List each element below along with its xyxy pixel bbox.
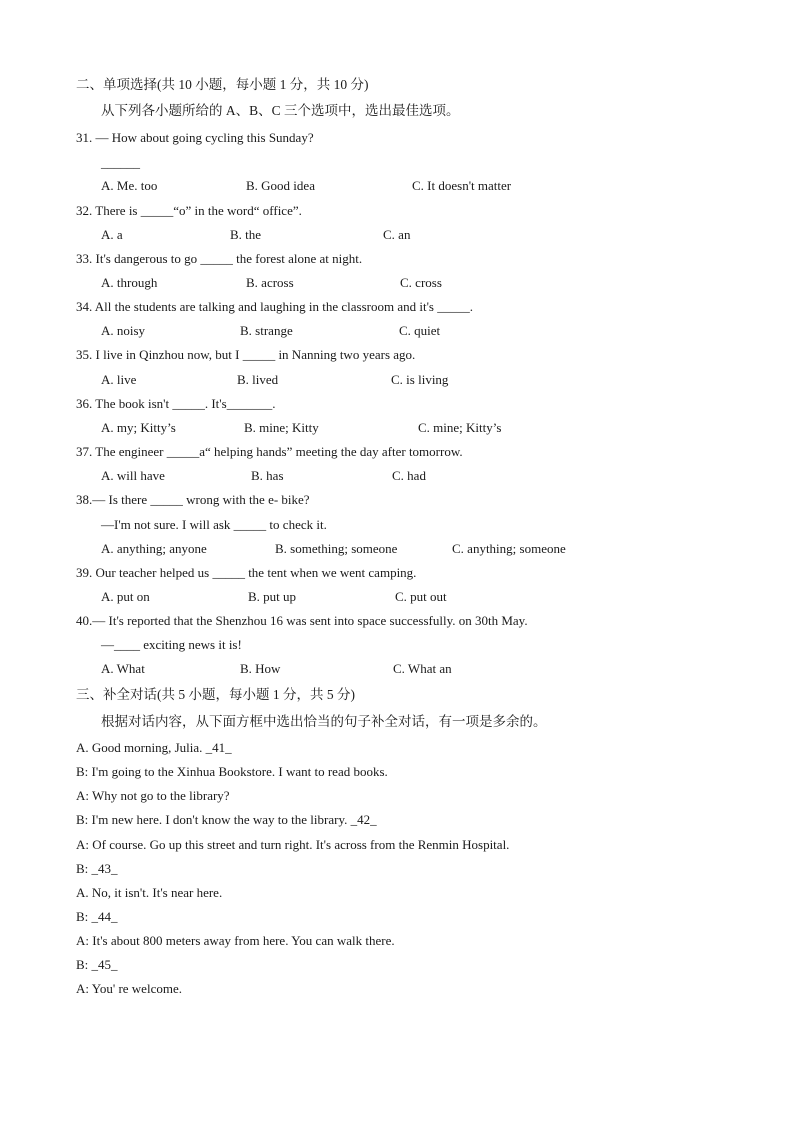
dialogue-line: B: _44_ [76,909,118,924]
question-34-option-b: B. strange [240,323,293,338]
question-33-option-a: A. through [101,275,158,290]
section3-instruction: 根据对话内容，从下面方框中选出恰当的句子补全对话，有一项是多余的。 [101,714,547,729]
section3-heading: 三、补全对话(共 5 小题，每小题 1 分，共 5 分) [76,687,355,702]
question-34-option-a: A. noisy [101,323,146,338]
question-35-option-b: B. lived [237,372,279,387]
dialogue-line: B: I'm new here. I don't know the way to the library. _42_ [76,812,377,827]
section2-heading: 二、单项选择(共 10 小题，每小题 1 分，共 10 分) [76,77,369,92]
question-37-stem: 37. The engineer _____a“ helping hands” meeting the day after tomorrow. [76,444,463,459]
question-40-option-b: B. How [240,661,281,676]
dialogue-line: A. Good morning, Julia. _41_ [76,740,232,755]
dialogue-line: A: Of course. Go up this street and turn right. It's across from the Renmin Hospital. [76,837,510,852]
question-35-option-c: C. is living [391,372,449,387]
question-38-option-a: A. anything; anyone [101,541,207,556]
question-31-option-c: C. It doesn't matter [412,178,512,193]
question-37-option-a: A. will have [101,468,165,483]
question-31-option-a: A. Me. too [101,178,158,193]
question-40-stem: 40.— It's reported that the Shenzhou 16 was sent into space successfully. on 30th May. [76,613,528,628]
question-36-option-a: A. my; Kitty’s [101,420,176,435]
question-37-option-c: C. had [392,468,426,483]
dialogue-line: A. No, it isn't. It's near here. [76,885,223,900]
question-36-option-b: B. mine; Kitty [244,420,319,435]
dialogue-line: B: I'm going to the Xinhua Bookstore. I want to read books. [76,764,388,779]
question-40-option-a: A. What [101,661,145,676]
section2-instruction: 从下列各小题所给的 A、B、C 三个选项中，选出最佳选项。 [101,103,460,118]
question-31-option-b: B. Good idea [246,178,315,193]
question-32-option-c: C. an [383,227,411,242]
question-38-option-c: C. anything; someone [452,541,566,556]
question-32-option-b: B. the [230,227,262,242]
question-38-stem-reply: —I'm not sure. I will ask _____ to check it. [101,517,327,532]
dialogue-line: B: _45_ [76,957,118,972]
dialogue-line: A: It's about 800 meters away from here. You can walk there. [76,933,395,948]
question-40-stem-reply: —____ exciting news it is! [101,637,242,652]
question-32-stem: 32. There is _____“o” in the word“ office”. [76,203,302,218]
question-34-option-c: C. quiet [399,323,441,338]
question-33-stem: 33. It's dangerous to go _____ the forest alone at night. [76,251,363,266]
question-33-option-c: C. cross [400,275,442,290]
question-31-stem-blank: ______ [101,155,140,170]
dialogue-line: A: Why not go to the library? [76,788,230,803]
question-39-stem: 39. Our teacher helped us _____ the tent when we went camping. [76,565,417,580]
question-39-option-b: B. put up [248,589,297,604]
question-34-stem: 34. All the students are talking and laughing in the classroom and it's _____. [76,299,473,314]
question-35-stem: 35. I live in Qinzhou now, but I _____ in Nanning two years ago. [76,347,416,362]
question-38-option-b: B. something; someone [275,541,398,556]
question-37-option-b: B. has [251,468,284,483]
question-36-stem: 36. The book isn't _____. It's_______. [76,396,276,411]
question-32-option-a: A. a [101,227,123,242]
question-33-option-b: B. across [246,275,294,290]
dialogue-line: A: You' re welcome. [76,981,182,996]
question-39-option-c: C. put out [395,589,447,604]
question-40-option-c: C. What an [393,661,452,676]
dialogue-line: B: _43_ [76,861,118,876]
question-38-stem: 38.— Is there _____ wrong with the e- bike? [76,492,310,507]
question-39-option-a: A. put on [101,589,150,604]
question-36-option-c: C. mine; Kitty’s [418,420,502,435]
question-35-option-a: A. live [101,372,137,387]
question-31-stem: 31. — How about going cycling this Sunday? [76,130,314,145]
